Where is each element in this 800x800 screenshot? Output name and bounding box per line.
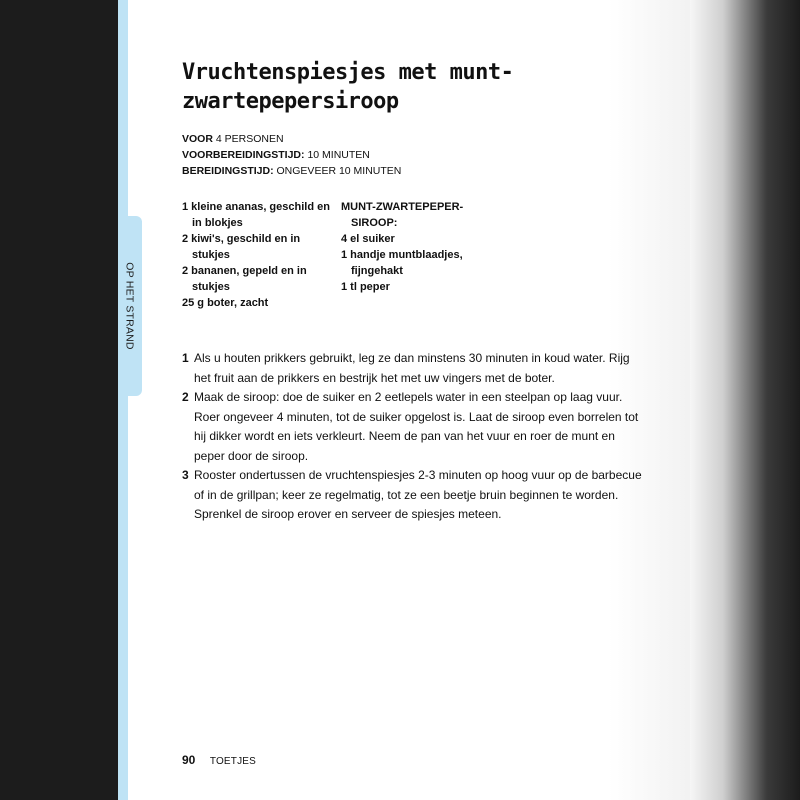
ingredient-item: 1 tl peper: [341, 281, 390, 293]
servings-line: [182, 131, 401, 147]
method-steps: [182, 349, 642, 525]
method-step: [182, 466, 642, 525]
servings-value: 4 PERSONEN: [215, 133, 284, 145]
ingredient-item: 2 bananen, gepeld en in stukjes: [182, 265, 307, 293]
ingredient-item: 1 handje muntblaadjes, fijngehakt: [341, 249, 463, 277]
cook-time-label: BEREIDINGSTIJD:: [182, 165, 274, 177]
section-tab-label: OP HET STRAND: [124, 262, 136, 350]
section-tab-label-wrap: [118, 216, 142, 396]
cook-time-value: ONGEVEER 10 MINUTEN: [276, 165, 402, 177]
method-step: [182, 349, 642, 388]
step-number: 3: [182, 468, 189, 482]
step-number: 1: [182, 351, 189, 365]
recipe-meta: [182, 131, 401, 179]
step-number: 2: [182, 390, 189, 404]
ingredient-item: 25 g boter, zacht: [182, 297, 269, 309]
recipe-title: Vruchtenspiesjes met munt-zwartepepersiroop: [182, 60, 514, 114]
page-edge-color-strip: [118, 0, 128, 800]
ingredient-item: 4 el suiker: [341, 233, 395, 245]
prep-time-value: 10 MINUTEN: [307, 149, 370, 161]
footer-section-name: TOETJES: [209, 756, 257, 767]
ingredient-list-syrup: [341, 199, 481, 295]
cook-time-line: [182, 163, 401, 179]
ingredient-item: 2 kiwi's, geschild en in stukjes: [182, 233, 301, 261]
ingredient-item: 1 kleine ananas, geschild en in blokjes: [182, 201, 330, 229]
prep-time-line: [182, 147, 401, 163]
step-text: Rooster ondertussen de vruchtenspiesjes 2-3 minuten op hoog vuur op de barbecue of in de grillpan; keer ze regelmatig, tot ze een beetje bruin beginnen te worden. Sprenkel de siroop erover en serveer de spiesjes meteen.: [194, 468, 642, 521]
page-number: 90: [182, 753, 196, 767]
method-step: [182, 388, 642, 466]
prep-time-label: VOORBEREIDINGSTIJD:: [182, 149, 305, 161]
scan-background-right: [690, 0, 800, 800]
scan-background-left: [0, 0, 118, 800]
step-text: Maak de siroop: doe de suiker en 2 eetlepels water in een steelpan op laag vuur. Roer ongeveer 4 minuten, tot de suiker opgelost is. Laat de siroop even borrelen tot hij dikker wordt en iets verkleurt. Neem de pan van het vuur en roer de munt en peper door de siroop.: [194, 390, 639, 463]
page-footer: [182, 751, 256, 769]
ingredient-list-fruit: [182, 199, 332, 311]
servings-label: VOOR: [182, 133, 213, 145]
ingredient-subheading: MUNT-ZWARTEPEPER-SIROOP:: [341, 201, 464, 229]
step-text: Als u houten prikkers gebruikt, leg ze dan minstens 30 minuten in koud water. Rijg het fruit aan de prikkers en bestrijk het met uw vingers met de boter.: [194, 351, 630, 385]
